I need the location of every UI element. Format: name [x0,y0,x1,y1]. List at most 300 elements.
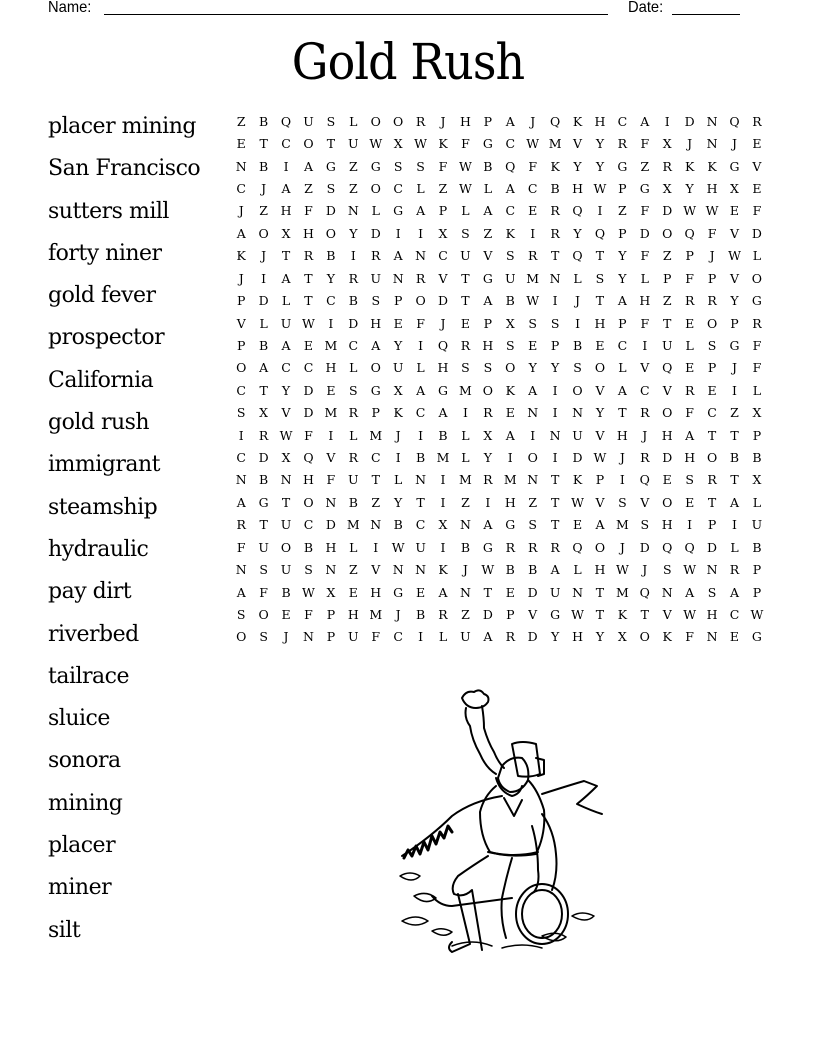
grid-letter[interactable]: N [370,517,382,533]
grid-letter[interactable]: I [619,472,625,488]
grid-letter[interactable]: M [346,517,360,533]
grid-letter[interactable]: Z [528,494,538,510]
grid-letter[interactable]: P [393,293,403,309]
grid-letter[interactable]: D [572,450,583,466]
grid-letter[interactable]: O [706,450,718,466]
grid-letter[interactable]: P [707,360,717,376]
grid-letter[interactable]: D [482,606,493,622]
grid-letter[interactable]: B [259,113,269,129]
grid-letter[interactable]: U [348,472,359,488]
grid-letter[interactable]: M [324,405,338,421]
grid-letter[interactable]: Y [550,629,560,645]
grid-letter[interactable]: T [730,472,739,488]
grid-letter[interactable]: X [326,584,336,600]
grid-letter[interactable]: S [259,629,268,645]
grid-letter[interactable]: R [662,158,672,174]
grid-letter[interactable]: X [662,180,672,196]
grid-letter[interactable]: K [438,136,448,152]
grid-letter[interactable]: X [281,225,291,241]
grid-letter[interactable]: E [505,584,515,600]
grid-letter[interactable]: Y [595,629,605,645]
grid-letter[interactable]: H [370,584,382,600]
grid-letter[interactable]: P [438,203,448,219]
grid-letter[interactable]: T [707,427,717,443]
grid-letter[interactable]: Q [572,248,583,264]
grid-letter[interactable]: W [369,136,383,152]
grid-letter[interactable]: D [325,517,336,533]
grid-letter[interactable]: Y [685,180,694,196]
grid-letter[interactable]: D [370,225,381,241]
grid-letter[interactable]: O [303,494,314,510]
grid-letter[interactable]: L [752,494,762,510]
grid-letter[interactable]: N [661,584,673,600]
grid-letter[interactable]: G [482,539,493,555]
grid-letter[interactable]: Q [639,472,650,488]
grid-letter[interactable]: N [415,472,427,488]
grid-letter[interactable]: I [530,225,536,241]
grid-letter[interactable]: V [236,315,246,331]
grid-letter[interactable]: M [369,606,383,622]
grid-letter[interactable]: E [729,629,740,645]
grid-letter[interactable]: S [528,517,537,533]
grid-letter[interactable]: C [393,629,403,645]
grid-letter[interactable]: H [280,203,292,219]
grid-letter[interactable]: O [280,539,292,555]
grid-letter[interactable]: I [440,472,446,488]
grid-letter[interactable]: Z [259,203,268,219]
grid-letter[interactable]: H [684,450,696,466]
grid-letter[interactable]: J [709,248,715,264]
grid-letter[interactable]: R [415,270,426,286]
grid-letter[interactable]: F [640,136,650,152]
grid-letter[interactable]: V [640,494,650,510]
grid-letter[interactable]: K [393,405,403,421]
grid-letter[interactable]: L [438,629,448,645]
grid-letter[interactable]: G [729,337,740,353]
grid-letter[interactable]: O [236,629,247,645]
grid-letter[interactable]: M [459,472,472,488]
grid-letter[interactable]: D [662,203,673,219]
grid-letter[interactable]: L [416,180,425,196]
grid-letter[interactable]: S [371,293,381,309]
grid-letter[interactable]: G [258,494,269,510]
grid-letter[interactable]: J [440,315,446,331]
grid-letter[interactable]: F [685,629,694,645]
grid-letter[interactable]: T [259,136,268,152]
grid-letter[interactable]: G [550,606,561,622]
grid-letter[interactable]: V [729,225,739,241]
grid-letter[interactable]: O [393,113,404,129]
grid-letter[interactable]: L [394,472,403,488]
grid-letter[interactable]: N [459,517,471,533]
grid-letter[interactable]: W [593,450,607,466]
grid-letter[interactable]: U [572,427,583,443]
grid-letter[interactable]: V [438,270,448,286]
grid-letter[interactable]: W [302,315,315,331]
grid-letter[interactable]: H [706,180,718,196]
grid-letter[interactable]: Y [573,158,582,174]
grid-letter[interactable]: C [236,450,246,466]
grid-letter[interactable]: T [595,584,605,600]
grid-letter[interactable]: L [573,562,582,578]
grid-letter[interactable]: A [416,382,426,398]
grid-letter[interactable]: Y [326,270,336,286]
grid-letter[interactable]: N [325,562,337,578]
grid-letter[interactable]: L [349,360,358,376]
grid-letter[interactable]: T [281,248,291,264]
grid-letter[interactable]: F [640,203,650,219]
grid-letter[interactable]: I [395,450,401,466]
grid-letter[interactable]: L [349,427,358,443]
grid-letter[interactable]: S [662,562,672,578]
grid-letter[interactable]: T [550,472,560,488]
grid-letter[interactable]: E [348,584,358,600]
grid-letter[interactable]: A [729,584,739,600]
grid-letter[interactable]: Y [394,494,403,510]
grid-letter[interactable]: G [729,158,740,174]
grid-letter[interactable]: Z [483,225,493,241]
grid-letter[interactable]: V [528,606,538,622]
grid-letter[interactable]: B [572,337,583,353]
grid-letter[interactable]: N [706,629,718,645]
grid-letter[interactable]: V [326,450,336,466]
grid-letter[interactable]: Z [461,494,470,510]
grid-letter[interactable]: U [280,315,292,331]
grid-letter[interactable]: B [393,517,403,533]
grid-letter[interactable]: B [259,472,269,488]
grid-letter[interactable]: Q [662,539,673,555]
grid-letter[interactable]: C [281,360,291,376]
grid-letter[interactable]: J [238,203,244,219]
grid-letter[interactable]: R [707,293,717,309]
grid-letter[interactable]: N [527,405,539,421]
grid-letter[interactable]: B [550,180,560,196]
grid-letter[interactable]: C [370,450,381,466]
grid-letter[interactable]: A [416,203,426,219]
grid-letter[interactable]: H [459,113,471,129]
grid-letter[interactable]: W [526,136,540,152]
grid-letter[interactable]: K [617,606,628,622]
grid-letter[interactable]: W [728,248,741,264]
grid-letter[interactable]: I [418,337,424,353]
grid-letter[interactable]: Z [348,562,358,578]
grid-letter[interactable]: A [236,584,246,600]
grid-letter[interactable]: B [483,158,493,174]
grid-letter[interactable]: H [594,562,606,578]
grid-letter[interactable]: E [595,337,605,353]
grid-letter[interactable]: L [461,427,470,443]
grid-letter[interactable]: M [503,472,517,488]
grid-letter[interactable]: Z [730,405,739,421]
grid-letter[interactable]: H [325,360,337,376]
grid-letter[interactable]: S [236,405,246,421]
grid-letter[interactable]: I [350,248,356,264]
grid-letter[interactable]: G [370,158,381,174]
grid-letter[interactable]: C [415,517,426,533]
grid-letter[interactable]: H [661,517,673,533]
grid-letter[interactable]: L [752,382,762,398]
grid-letter[interactable]: N [527,472,539,488]
grid-letter[interactable]: P [506,606,515,622]
grid-letter[interactable]: Y [281,382,291,398]
grid-letter[interactable]: J [619,450,625,466]
grid-letter[interactable]: F [304,427,313,443]
grid-letter[interactable]: M [526,270,540,286]
grid-letter[interactable]: R [371,248,381,264]
grid-letter[interactable]: T [663,315,672,331]
grid-letter[interactable]: R [729,562,740,578]
grid-letter[interactable]: A [617,382,627,398]
grid-letter[interactable]: A [438,405,448,421]
grid-letter[interactable]: L [371,203,380,219]
grid-letter[interactable]: P [752,562,762,578]
grid-letter[interactable]: N [459,584,471,600]
grid-letter[interactable]: I [418,629,424,645]
grid-letter[interactable]: R [460,337,471,353]
grid-letter[interactable]: G [505,517,516,533]
grid-letter[interactable]: O [662,405,673,421]
grid-letter[interactable]: R [483,472,493,488]
grid-letter[interactable]: O [370,360,381,376]
grid-letter[interactable]: K [505,225,515,241]
grid-letter[interactable]: M [324,337,338,353]
grid-letter[interactable]: F [438,158,448,174]
grid-letter[interactable]: F [326,472,336,488]
grid-letter[interactable]: V [281,405,291,421]
grid-letter[interactable]: R [684,293,695,309]
grid-letter[interactable]: M [436,450,450,466]
grid-letter[interactable]: I [552,382,558,398]
grid-letter[interactable]: O [303,136,314,152]
grid-letter[interactable]: B [259,337,269,353]
grid-letter[interactable]: J [642,427,648,443]
grid-letter[interactable]: S [416,158,425,174]
grid-letter[interactable]: I [440,539,446,555]
grid-letter[interactable]: S [393,158,403,174]
grid-letter[interactable]: W [683,562,697,578]
grid-letter[interactable]: U [280,517,292,533]
grid-letter[interactable]: V [595,427,605,443]
grid-letter[interactable]: C [415,405,426,421]
grid-letter[interactable]: F [685,270,694,286]
grid-letter[interactable]: Y [483,450,492,466]
grid-letter[interactable]: O [325,225,337,241]
grid-letter[interactable]: H [706,606,718,622]
grid-letter[interactable]: T [595,606,605,622]
grid-letter[interactable]: D [258,293,269,309]
grid-letter[interactable]: Y [595,158,605,174]
grid-letter[interactable]: R [348,450,359,466]
grid-letter[interactable]: A [505,180,515,196]
grid-letter[interactable]: W [571,494,584,510]
grid-letter[interactable]: Z [304,180,313,196]
grid-letter[interactable]: R [550,225,560,241]
grid-letter[interactable]: A [483,203,493,219]
grid-letter[interactable]: X [617,629,627,645]
grid-letter[interactable]: I [328,427,334,443]
grid-letter[interactable]: V [483,248,493,264]
grid-letter[interactable]: X [730,180,739,196]
grid-letter[interactable]: G [393,203,404,219]
grid-letter[interactable]: L [730,539,739,555]
grid-letter[interactable]: H [572,180,583,196]
grid-letter[interactable]: C [527,180,538,196]
grid-letter[interactable]: J [261,180,267,196]
grid-letter[interactable]: H [572,629,583,645]
grid-letter[interactable]: E [729,203,740,219]
grid-letter[interactable]: S [326,180,336,196]
grid-letter[interactable]: I [507,450,513,466]
grid-letter[interactable]: T [371,472,380,488]
grid-letter[interactable]: Q [303,450,314,466]
grid-letter[interactable]: R [258,427,269,443]
grid-letter[interactable]: W [683,203,697,219]
grid-letter[interactable]: I [575,315,581,331]
grid-letter[interactable]: A [617,293,627,309]
grid-letter[interactable]: N [706,113,718,129]
grid-letter[interactable]: E [752,180,762,196]
grid-letter[interactable]: R [483,405,493,421]
grid-letter[interactable]: O [236,360,247,376]
grid-letter[interactable]: J [687,136,693,152]
grid-letter[interactable]: O [662,225,673,241]
grid-letter[interactable]: A [236,225,246,241]
grid-letter[interactable]: V [729,270,739,286]
grid-letter[interactable]: E [707,382,717,398]
grid-letter[interactable]: T [259,517,268,533]
grid-letter[interactable]: F [259,584,268,600]
grid-letter[interactable]: A [528,382,538,398]
grid-letter[interactable]: D [527,584,538,600]
grid-letter[interactable]: Z [236,113,246,129]
grid-letter[interactable]: U [661,337,673,353]
grid-letter[interactable]: T [461,293,470,309]
grid-letter[interactable]: L [618,360,627,376]
grid-letter[interactable]: E [326,382,336,398]
grid-letter[interactable]: V [595,382,605,398]
grid-letter[interactable]: G [438,382,448,398]
grid-letter[interactable]: U [505,270,516,286]
grid-letter[interactable]: D [348,315,359,331]
grid-letter[interactable]: R [640,405,650,421]
grid-letter[interactable]: M [615,517,629,533]
grid-letter[interactable]: L [461,203,470,219]
grid-letter[interactable]: S [349,382,358,398]
grid-letter[interactable]: W [705,203,719,219]
grid-letter[interactable]: K [684,158,695,174]
grid-letter[interactable]: L [483,180,492,196]
grid-letter[interactable]: B [348,293,358,309]
grid-letter[interactable]: X [505,315,515,331]
grid-letter[interactable]: G [482,270,493,286]
grid-letter[interactable]: S [505,337,515,353]
grid-letter[interactable]: Y [528,360,537,376]
grid-letter[interactable]: T [640,606,649,622]
grid-letter[interactable]: Y [573,225,582,241]
grid-letter[interactable]: Y [595,405,605,421]
grid-letter[interactable]: R [505,539,515,555]
grid-letter[interactable]: Q [505,158,516,174]
grid-letter[interactable]: R [348,270,359,286]
grid-letter[interactable]: E [528,203,538,219]
grid-letter[interactable]: N [706,136,718,152]
grid-letter[interactable]: R [438,606,448,622]
grid-letter[interactable]: R [505,629,515,645]
grid-letter[interactable]: T [550,494,560,510]
grid-letter[interactable]: O [706,315,718,331]
grid-letter[interactable]: U [392,360,404,376]
grid-letter[interactable]: B [505,293,515,309]
grid-letter[interactable]: A [550,562,560,578]
grid-letter[interactable]: N [235,562,247,578]
grid-letter[interactable]: Z [348,180,358,196]
grid-letter[interactable]: Q [572,203,583,219]
grid-letter[interactable]: I [418,225,424,241]
grid-letter[interactable]: O [594,360,606,376]
grid-letter[interactable]: S [707,584,717,600]
grid-letter[interactable]: X [483,427,493,443]
grid-letter[interactable]: M [615,584,629,600]
grid-letter[interactable]: H [482,337,494,353]
grid-letter[interactable]: E [393,315,403,331]
grid-letter[interactable]: N [347,203,359,219]
grid-letter[interactable]: H [325,539,337,555]
grid-letter[interactable]: O [415,293,426,309]
grid-letter[interactable]: L [259,315,268,331]
grid-letter[interactable]: A [640,113,650,129]
grid-letter[interactable]: G [639,180,650,196]
grid-letter[interactable]: U [348,136,359,152]
grid-letter[interactable]: U [303,113,314,129]
grid-letter[interactable]: O [594,539,606,555]
grid-letter[interactable]: H [616,427,628,443]
grid-letter[interactable]: Q [437,337,449,353]
grid-letter[interactable]: X [438,517,448,533]
grid-letter[interactable]: S [550,315,560,331]
grid-letter[interactable]: C [348,337,359,353]
grid-letter[interactable]: U [460,248,471,264]
grid-letter[interactable]: H [370,315,382,331]
grid-letter[interactable]: Q [280,113,292,129]
grid-letter[interactable]: D [662,450,673,466]
grid-letter[interactable]: A [505,113,515,129]
grid-letter[interactable]: X [393,382,403,398]
grid-letter[interactable]: E [685,315,695,331]
grid-letter[interactable]: J [619,539,625,555]
grid-letter[interactable]: J [395,427,401,443]
grid-letter[interactable]: F [640,315,650,331]
grid-letter[interactable]: H [303,472,314,488]
grid-letter[interactable]: A [505,427,515,443]
grid-letter[interactable]: M [459,382,472,398]
grid-letter[interactable]: F [685,405,694,421]
grid-letter[interactable]: A [371,337,381,353]
grid-letter[interactable]: H [437,360,449,376]
grid-letter[interactable]: T [550,248,560,264]
grid-letter[interactable]: C [729,606,740,622]
grid-letter[interactable]: Y [618,270,627,286]
grid-letter[interactable]: N [415,248,427,264]
grid-letter[interactable]: L [281,293,291,309]
grid-letter[interactable]: R [550,539,560,555]
grid-letter[interactable]: K [707,158,717,174]
grid-letter[interactable]: Q [684,539,695,555]
grid-letter[interactable]: A [483,629,493,645]
grid-letter[interactable]: I [552,405,558,421]
grid-letter[interactable]: E [662,472,672,488]
grid-letter[interactable]: T [595,248,605,264]
grid-letter[interactable]: C [438,248,448,264]
